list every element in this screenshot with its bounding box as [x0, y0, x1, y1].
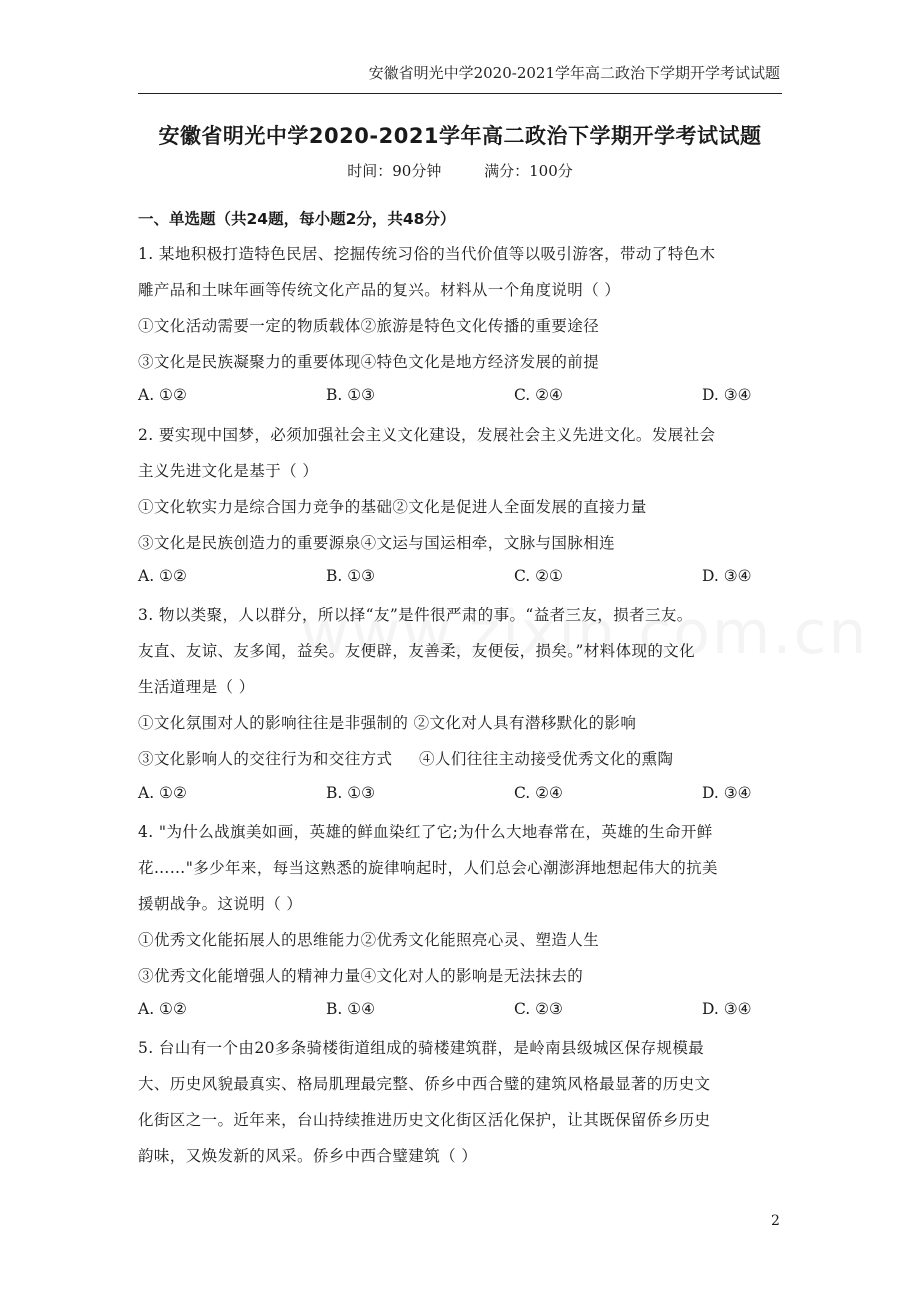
question-1-stem-line: 雕产品和土味年画等传统文化产品的复兴。材料从一个角度说明（ ）	[138, 281, 621, 299]
question-4-stem-line: 4. "为什么战旗美如画，英雄的鲜血染红了它;为什么大地春常在，英雄的生命开鲜	[138, 823, 713, 841]
running-header: 安徽省明光中学2020-2021学年高二政治下学期开学考试试题	[368, 64, 780, 82]
option-c: C. ②④	[514, 386, 563, 404]
question-5-stem-line: 化街区之一。近年来，台山持续推进历史文化街区活化保护，让其既保留侨乡历史	[138, 1111, 711, 1129]
section-title: 一、单选题（共24题，每小题2分，共48分）	[138, 210, 456, 228]
option-a: A. ①②	[138, 784, 187, 802]
question-3-stem-line: 友直、友谅、友多闻，益矣。友便辟，友善柔，友便佞，损矣。”材料体现的文化	[138, 642, 696, 660]
option-c: C. ②④	[514, 784, 563, 802]
question-3-options	[138, 784, 788, 806]
question-3-stem-line: 生活道理是（ ）	[138, 678, 255, 696]
exam-score: 满分：100分	[484, 162, 573, 180]
question-1-stem-line: 1. 某地积极打造特色民居、挖掘传统习俗的当代价值等以吸引游客，带动了特色木	[138, 245, 716, 263]
option-b: B. ①③	[326, 386, 376, 404]
question-2-statement: ③文化是民族创造力的重要源泉④文运与国运相牵，文脉与国脉相连	[138, 534, 616, 552]
question-4-statement: ①优秀文化能拓展人的思维能力②优秀文化能照亮心灵、塑造人生	[138, 931, 600, 949]
option-b: B. ①③	[326, 567, 376, 585]
question-4-stem-line: 援朝战争。这说明（ ）	[138, 895, 303, 913]
question-1-statement: ③文化是民族凝聚力的重要体现④特色文化是地方经济发展的前提	[138, 353, 600, 371]
page-number: 2	[771, 1213, 780, 1229]
option-d: D. ③④	[702, 567, 752, 585]
option-b: B. ①③	[326, 784, 376, 802]
question-2-stem-line: 2. 要实现中国梦，必须加强社会主义文化建设，发展社会主义先进文化。发展社会	[138, 426, 716, 444]
option-a: A. ①②	[138, 386, 187, 404]
option-c: C. ②①	[514, 567, 563, 585]
exam-time: 时间：90分钟	[347, 162, 442, 180]
question-3-stem-line: 3. 物以类聚，人以群分，所以择“友”是件很严肃的事。“益者三友，损者三友。	[138, 606, 693, 624]
option-d: D. ③④	[702, 386, 752, 404]
option-d: D. ③④	[702, 784, 752, 802]
document-title: 安徽省明光中学2020-2021学年高二政治下学期开学考试试题	[158, 124, 762, 148]
question-3-statement: ①文化氛围对人的影响往往是非强制的 ②文化对人具有潜移默化的影响	[138, 714, 637, 732]
question-2-options	[138, 567, 788, 589]
question-2-stem-line: 主义先进文化是基于（ ）	[138, 462, 319, 480]
option-b: B. ①④	[326, 1000, 376, 1018]
option-a: A. ①②	[138, 1000, 187, 1018]
option-d: D. ③④	[702, 1000, 752, 1018]
question-3-statement: ③文化影响人的交往行为和交往方式 ④人们往往主动接受优秀文化的熏陶	[138, 750, 674, 768]
question-4-stem-line: 花……"多少年来，每当这熟悉的旋律响起时，人们总会心潮澎湃地想起伟大的抗美	[138, 859, 718, 877]
question-5-stem-line: 大、历史风貌最真实、格局肌理最完整、侨乡中西合璧的建筑风格最显著的历史文	[138, 1075, 711, 1093]
header-divider	[138, 93, 782, 94]
question-5-stem-line: 5. 台山有一个由20多条骑楼街道组成的骑楼建筑群，是岭南县级城区保存规模最	[138, 1039, 705, 1057]
question-4-options	[138, 1000, 788, 1022]
question-1-statement: ①文化活动需要一定的物质载体②旅游是特色文化传播的重要途径	[138, 317, 600, 335]
option-a: A. ①②	[138, 567, 187, 585]
question-4-statement: ③优秀文化能增强人的精神力量④文化对人的影响是无法抹去的	[138, 967, 584, 985]
exam-info	[0, 160, 920, 181]
question-2-statement: ①文化软实力是综合国力竞争的基础②文化是促进人全面发展的直接力量	[138, 498, 647, 516]
question-1-options	[138, 386, 788, 408]
question-5-stem-line: 韵味，又焕发新的风采。侨乡中西合璧建筑（ ）	[138, 1147, 478, 1165]
option-c: C. ②③	[514, 1000, 563, 1018]
